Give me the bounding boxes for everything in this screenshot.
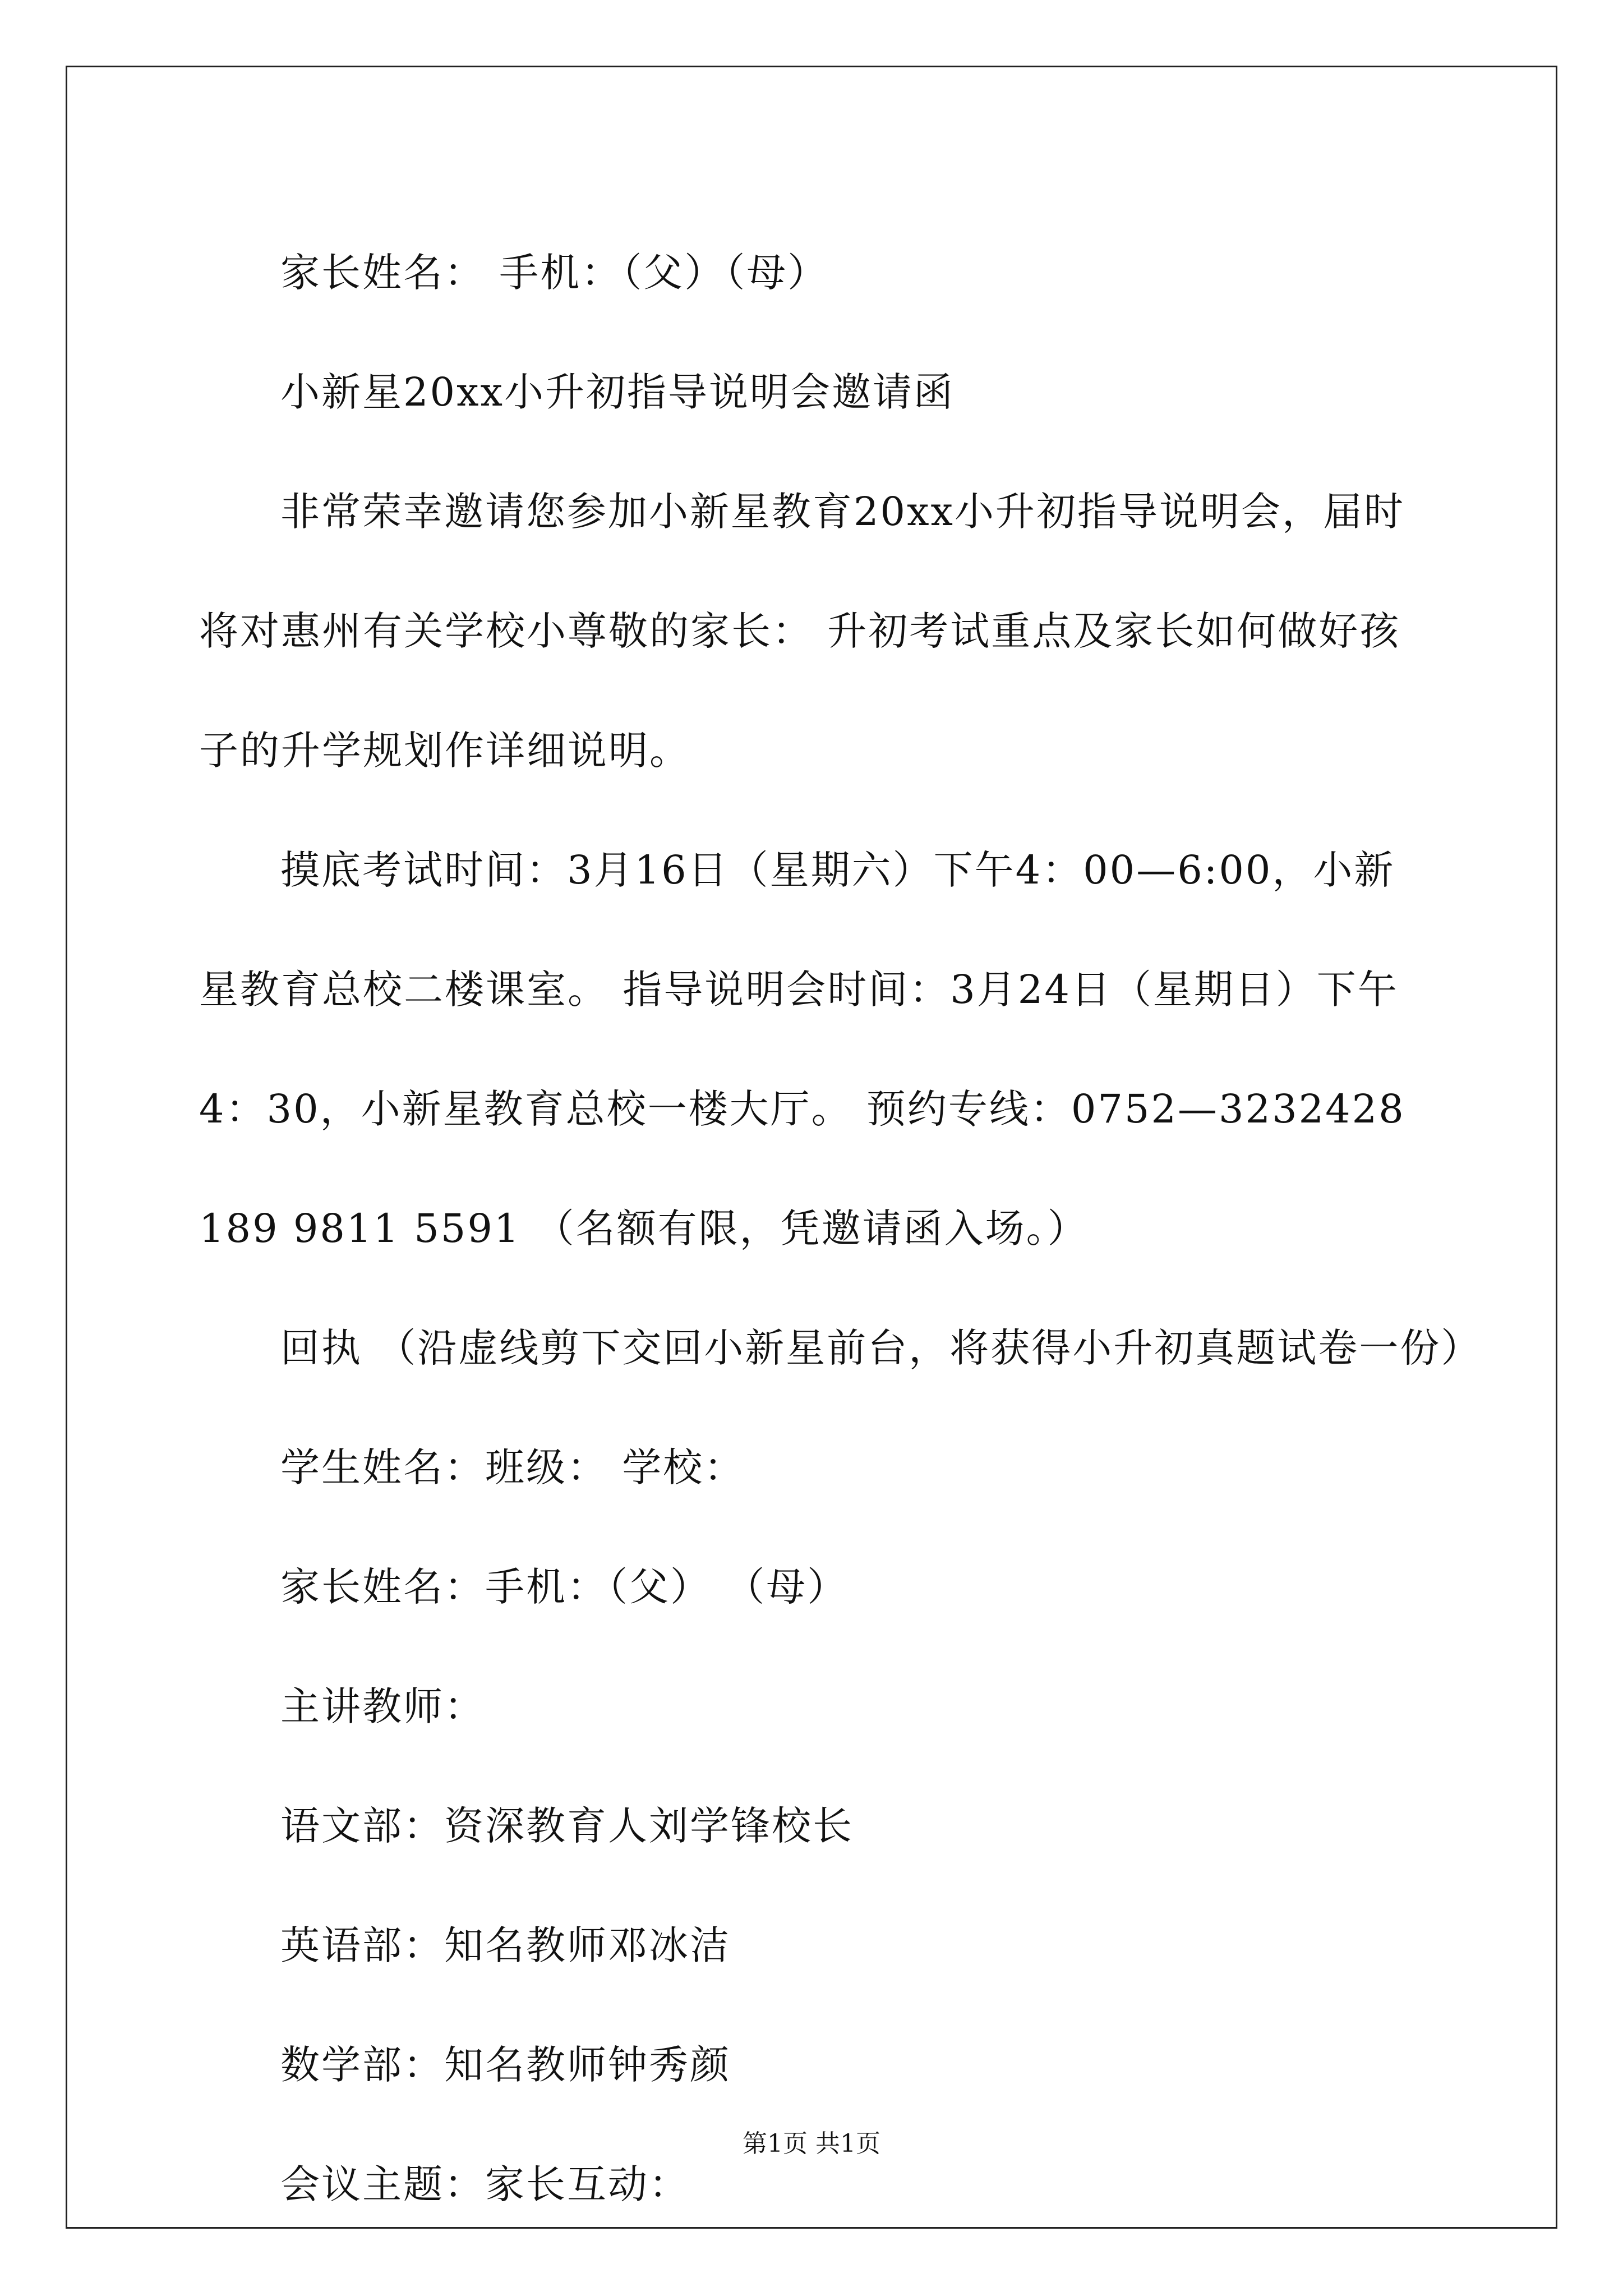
parent-contact-line-1: 家长姓名： 手机：（父）（母） <box>280 250 829 296</box>
invitation-intro-paragraph: 非常荣幸邀请您参加小新星教育20xx小升初指导说明会，届时将对惠州有关学校小尊敬的家长： 升初考试重点及家长如何做好孩子的升学规划作详细说明。 <box>199 489 1405 774</box>
student-info-line: 学生姓名：班级： 学校： <box>280 1444 745 1490</box>
lecturers-heading: 主讲教师： <box>280 1683 485 1729</box>
document-body <box>199 213 1482 2244</box>
page-number-footer: 第1页 共1页 <box>743 2129 880 2158</box>
english-department-line: 英语部：知名教师邓冰洁 <box>280 1922 731 1968</box>
schedule-paragraph: 摸底考试时间：3月16日（星期六）下午4：00—6:00，小新星教育总校二楼课室。 指导说明会时间：3月24日（星期日）下午4：30，小新星教育总校一楼大厅。 预约专线：0752—3232428189 9811 5591 （名额有限，凭邀请函入场。） <box>199 847 1405 1251</box>
parent-contact-line-2: 家长姓名：手机：（父） （母） <box>280 1564 849 1610</box>
math-department-line: 数学部：知名教师钟秀颜 <box>280 2042 731 2088</box>
meeting-topic-line: 会议主题：家长互动： <box>280 2161 690 2207</box>
invitation-title: 小新星20xx小升初指导说明会邀请函 <box>280 369 955 415</box>
receipt-heading: 回执 （沿虚线剪下交回小新星前台，将获得小升初真题试卷一份） <box>280 1325 1482 1371</box>
chinese-department-line: 语文部：资深教育人刘学锋校长 <box>280 1803 854 1849</box>
